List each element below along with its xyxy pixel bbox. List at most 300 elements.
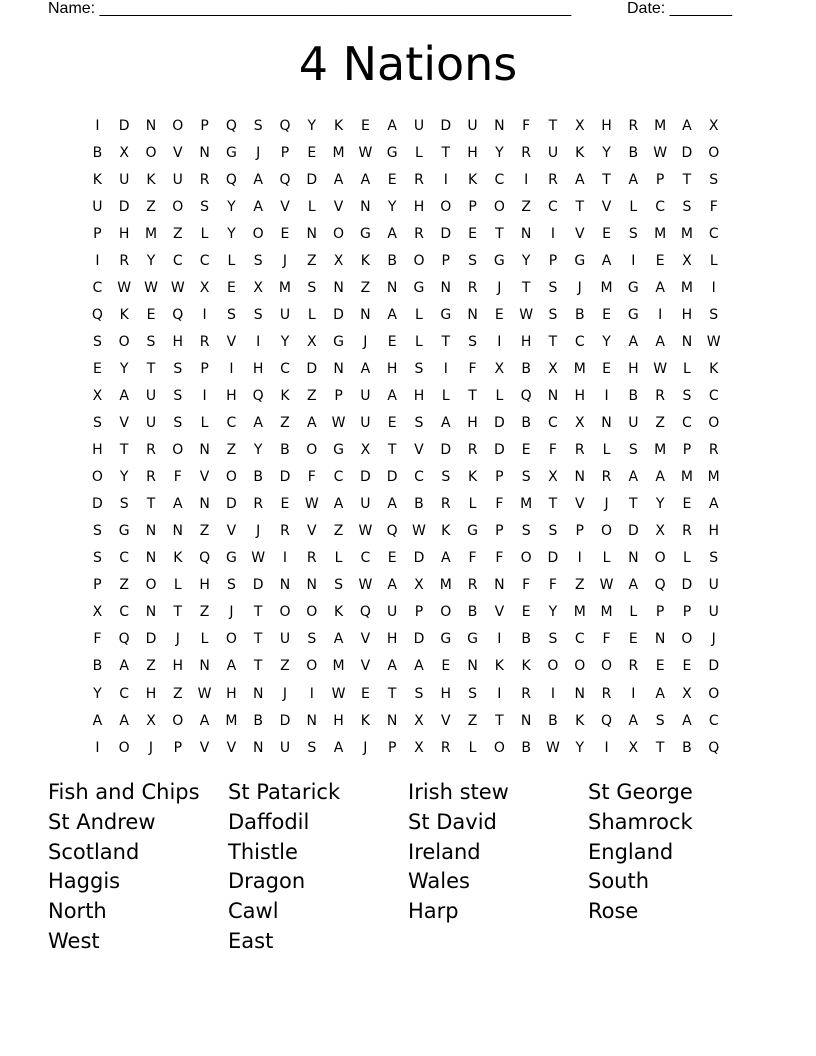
grid-letter: I [202, 387, 207, 404]
grid-letter: J [148, 739, 154, 756]
grid-letter: R [467, 279, 478, 296]
grid-letter: N [172, 523, 184, 540]
grid-letter: G [225, 144, 237, 161]
grid-letter: V [360, 658, 371, 675]
grid-letter: N [252, 685, 264, 702]
grid-letter: D [681, 577, 693, 594]
grid-letter: R [521, 144, 532, 161]
grid-letter: T [575, 198, 585, 215]
grid-letter: H [628, 360, 639, 377]
grid-letter: P [682, 604, 692, 621]
grid-letter: A [199, 712, 210, 729]
grid-letter: O [681, 631, 693, 648]
grid-letter: O [306, 658, 318, 675]
grid-letter: I [497, 631, 502, 648]
grid-letter: B [280, 442, 290, 459]
grid-letter: B [414, 496, 424, 513]
grid-letter: A [387, 658, 397, 675]
grid-letter: D [440, 225, 452, 242]
grid-letter: H [413, 198, 425, 215]
grid-letter: Z [467, 712, 478, 729]
grid-letter: E [146, 306, 156, 323]
grid-letter: K [333, 604, 344, 621]
grid-letter: U [708, 577, 719, 594]
grid-letter: S [307, 739, 317, 756]
grid-letter: Z [574, 577, 585, 594]
word-list-item: West [48, 928, 100, 953]
grid-letter: X [655, 523, 665, 540]
grid-letter: N [306, 712, 318, 729]
grid-letter: V [226, 523, 237, 540]
grid-letter: J [363, 739, 368, 756]
grid-letter: O [520, 550, 532, 567]
grid-letter: A [119, 387, 129, 404]
grid-letter: M [439, 577, 452, 594]
grid-letter: S [548, 523, 558, 540]
grid-letter: J [363, 333, 368, 350]
grid-letter: Q [225, 117, 237, 134]
grid-letter: U [628, 415, 639, 432]
grid-letter: Y [119, 360, 129, 377]
grid-letter: Q [172, 306, 184, 323]
grid-letter: A [628, 171, 639, 188]
grid-letter: M [600, 279, 613, 296]
grid-letter: A [226, 658, 237, 675]
grid-letter: A [440, 550, 451, 567]
grid-letter: G [333, 333, 344, 350]
grid-letter: I [604, 739, 609, 756]
grid-letter: J [711, 631, 716, 648]
grid-letter: K [92, 171, 102, 188]
grid-letter: N [386, 712, 398, 729]
grid-letter: M [573, 604, 586, 621]
grid-letter: K [494, 658, 504, 675]
grid-letter: N [279, 577, 291, 594]
grid-letter: E [307, 144, 317, 161]
grid-letter: L [200, 415, 209, 432]
grid-letter: V [574, 496, 585, 513]
grid-letter: L [415, 306, 423, 323]
grid-letter: N [601, 415, 612, 432]
grid-letter: I [524, 171, 529, 188]
grid-letter: F [173, 469, 182, 486]
grid-letter: Y [602, 144, 611, 161]
grid-letter: K [467, 171, 478, 188]
grid-letter: D [493, 415, 505, 432]
grid-letter: H [199, 577, 210, 594]
grid-letter: W [304, 496, 319, 513]
grid-letter: W [358, 577, 373, 594]
grid-letter: A [655, 279, 665, 296]
grid-letter: W [331, 415, 346, 432]
grid-letter: B [548, 712, 558, 729]
grid-letter: I [497, 333, 502, 350]
grid-letter: O [145, 144, 157, 161]
grid-letter: V [280, 198, 290, 215]
grid-letter: Q [279, 117, 291, 134]
grid-letter: R [708, 442, 719, 459]
grid-letter: F [522, 117, 531, 134]
grid-letter: A [387, 387, 397, 404]
grid-letter: A [682, 117, 692, 134]
grid-letter: J [604, 496, 609, 513]
grid-letter: C [119, 685, 130, 702]
grid-letter: S [173, 360, 183, 377]
grid-letter: S [468, 252, 477, 269]
grid-letter: S [709, 550, 719, 567]
grid-letter: R [682, 523, 692, 540]
grid-letter: T [146, 496, 156, 513]
grid-letter: T [468, 387, 477, 404]
grid-letter: S [253, 306, 263, 323]
grid-letter: C [119, 604, 130, 621]
grid-letter: G [386, 144, 398, 161]
grid-letter: H [226, 685, 237, 702]
grid-letter: P [441, 252, 450, 269]
grid-letter: N [574, 469, 585, 486]
word-list-item: Shamrock [588, 809, 693, 834]
grid-letter: Q [225, 171, 237, 188]
grid-letter: D [547, 550, 559, 567]
grid-letter: N [494, 117, 505, 134]
grid-letter: I [202, 306, 207, 323]
grid-letter: M [680, 225, 693, 242]
grid-letter: Q [279, 171, 291, 188]
grid-letter: O [172, 712, 184, 729]
date-field-label: Date: _______ [627, 0, 732, 17]
grid-letter: Y [119, 469, 129, 486]
grid-letter: V [119, 415, 129, 432]
grid-letter: B [521, 631, 531, 648]
grid-letter: P [414, 604, 424, 621]
grid-letter: I [229, 360, 234, 377]
grid-letter: E [360, 117, 370, 134]
grid-letter: O [145, 577, 157, 594]
grid-letter: S [655, 712, 665, 729]
grid-letter: R [253, 496, 264, 513]
grid-letter: D [118, 198, 130, 215]
grid-letter: T [387, 685, 397, 702]
grid-letter: H [172, 658, 184, 675]
grid-letter: A [253, 415, 263, 432]
grid-letter: X [574, 415, 585, 432]
grid-letter: A [574, 171, 585, 188]
grid-letter: I [550, 685, 556, 702]
grid-letter: S [628, 442, 638, 459]
grid-letter: R [440, 739, 451, 756]
word-list-item: Rose [588, 899, 639, 924]
grid-letter: D [225, 496, 237, 513]
grid-letter: M [225, 712, 238, 729]
grid-letter: G [493, 252, 505, 269]
grid-letter: H [118, 225, 130, 242]
grid-letter: R [521, 685, 532, 702]
grid-letter: I [631, 252, 636, 269]
grid-letter: N [252, 739, 264, 756]
grid-letter: A [655, 469, 665, 486]
grid-letter: Y [146, 252, 156, 269]
grid-letter: V [360, 631, 371, 648]
grid-letter: X [199, 279, 210, 296]
grid-letter: Q [708, 739, 720, 756]
grid-letter: R [467, 442, 478, 459]
word-list-item: South [588, 869, 650, 894]
grid-letter: Z [199, 523, 210, 540]
grid-letter: I [282, 550, 288, 567]
word-list-item: Wales [408, 869, 470, 894]
grid-letter: Z [333, 523, 344, 540]
grid-letter: A [387, 496, 397, 513]
grid-letter: S [682, 198, 692, 215]
grid-letter: Q [386, 523, 398, 540]
header [48, 0, 748, 20]
grid-letter: Z [199, 604, 210, 621]
grid-letter: P [334, 387, 343, 404]
grid-letter: I [95, 739, 100, 756]
grid-letter: S [307, 279, 317, 296]
grid-letter: E [602, 360, 611, 377]
grid-letter: A [253, 171, 263, 188]
grid-letter: U [119, 171, 130, 188]
grid-letter: S [200, 198, 210, 215]
word-list-item: Harp [408, 899, 459, 924]
grid-letter: L [307, 198, 316, 215]
grid-letter: Q [601, 712, 613, 729]
grid-letter: U [708, 604, 719, 621]
grid-letter: D [359, 469, 371, 486]
grid-letter: A [628, 577, 639, 594]
grid-letter: K [280, 387, 290, 404]
word-list-item: Dragon [228, 869, 306, 894]
grid-letter: A [655, 333, 665, 350]
grid-letter: V [494, 604, 505, 621]
grid-letter: A [333, 631, 344, 648]
word-list-item: East [228, 928, 274, 953]
grid-letter: C [708, 387, 719, 404]
grid-letter: R [119, 252, 130, 269]
grid-letter: D [627, 523, 639, 540]
grid-letter: F [307, 469, 316, 486]
grid-letter: A [682, 712, 692, 729]
grid-letter: O [493, 198, 505, 215]
grid-letter: X [414, 712, 424, 729]
grid-letter: G [225, 550, 237, 567]
grid-letter: A [173, 496, 183, 513]
grid-letter: F [468, 360, 477, 377]
word-list-item: Irish stew [408, 780, 509, 804]
grid-letter: L [307, 306, 316, 323]
grid-letter: S [548, 279, 558, 296]
word-list-item: England [588, 839, 674, 864]
grid-letter: S [226, 306, 236, 323]
grid-letter: S [146, 333, 156, 350]
grid-letter: N [199, 496, 210, 513]
grid-letter: H [386, 631, 398, 648]
grid-letter: D [681, 144, 693, 161]
grid-letter: A [306, 415, 317, 432]
grid-letter: R [414, 225, 424, 242]
grid-letter: B [387, 252, 397, 269]
grid-letter: B [253, 712, 263, 729]
grid-letter: S [334, 577, 344, 594]
grid-letter: O [413, 252, 425, 269]
grid-letter: T [548, 496, 558, 513]
grid-letter: C [119, 550, 130, 567]
grid-letter: N [360, 198, 371, 215]
grid-letter: A [601, 252, 612, 269]
grid-letter: J [497, 279, 502, 296]
grid-letter: L [602, 550, 611, 567]
grid-letter: A [414, 658, 424, 675]
grid-letter: D [306, 171, 318, 188]
grid-letter: O [547, 658, 559, 675]
grid-letter: E [387, 333, 397, 350]
grid-letter: K [146, 171, 156, 188]
grid-letter: R [467, 577, 478, 594]
grid-letter: C [172, 252, 183, 269]
grid-letter: J [229, 604, 234, 621]
grid-letter: H [681, 306, 693, 323]
grid-letter: G [440, 631, 452, 648]
word-list-item: Haggis [48, 869, 121, 894]
grid-letter: Z [306, 387, 317, 404]
grid-letter: O [601, 523, 613, 540]
grid-letter: T [119, 442, 129, 459]
grid-letter: T [146, 360, 156, 377]
grid-letter: R [306, 550, 317, 567]
grid-letter: N [494, 577, 505, 594]
grid-letter: P [468, 198, 477, 215]
grid-letter: H [440, 685, 452, 702]
word-list-item: Daffodil [228, 809, 310, 834]
grid-letter: Z [146, 198, 156, 215]
grid-letter: N [199, 144, 210, 161]
grid-letter: O [172, 198, 184, 215]
grid-letter: C [548, 415, 558, 432]
grid-letter: D [145, 631, 157, 648]
grid-letter: N [145, 550, 157, 567]
grid-letter: N [145, 117, 157, 134]
grid-letter: K [441, 523, 451, 540]
grid-letter: I [95, 117, 100, 134]
grid-letter: U [145, 415, 157, 432]
grid-letter: L [629, 198, 638, 215]
grid-letter: J [175, 631, 180, 648]
grid-letter: B [521, 360, 531, 377]
grid-letter: L [709, 252, 718, 269]
grid-letter: S [414, 360, 424, 377]
grid-letter: R [440, 496, 451, 513]
grid-letter: N [574, 685, 585, 702]
grid-letter: Z [119, 577, 129, 594]
grid-letter: A [628, 469, 639, 486]
grid-letter: M [332, 658, 345, 675]
grid-letter: E [682, 658, 692, 675]
grid-letter: G [627, 279, 639, 296]
grid-letter: C [708, 225, 719, 242]
grid-letter: Y [602, 333, 611, 350]
grid-letter: F [495, 550, 504, 567]
grid-letter: S [521, 523, 531, 540]
grid-letter: S [441, 469, 451, 486]
grid-letter: R [628, 658, 639, 675]
grid-letter: W [653, 360, 668, 377]
grid-letter: S [92, 415, 102, 432]
grid-letter: G [627, 306, 639, 323]
grid-letter: C [226, 415, 237, 432]
word-list-item: Cawl [228, 899, 279, 924]
grid-letter: Z [280, 415, 290, 432]
grid-letter: E [494, 306, 504, 323]
grid-letter: H [252, 360, 264, 377]
grid-letter: K [173, 550, 183, 567]
grid-letter: G [413, 279, 425, 296]
grid-letter: S [173, 387, 183, 404]
grid-letter: K [333, 117, 344, 134]
grid-letter: T [441, 333, 451, 350]
grid-letter: S [173, 415, 183, 432]
grid-letter: Y [655, 496, 665, 513]
grid-letter: A [333, 496, 344, 513]
grid-letter: N [681, 333, 693, 350]
grid-letter: I [256, 333, 261, 350]
grid-letter: W [197, 685, 212, 702]
grid-letter: U [467, 117, 478, 134]
grid-letter: C [199, 252, 210, 269]
grid-letter: D [440, 442, 452, 459]
grid-letter: T [253, 604, 263, 621]
grid-letter: E [280, 496, 290, 513]
grid-letter: H [467, 415, 478, 432]
grid-letter: T [253, 631, 263, 648]
grid-letter: P [655, 604, 665, 621]
grid-letter: V [199, 469, 210, 486]
grid-letter: N [547, 387, 559, 404]
grid-letter: V [199, 739, 210, 756]
name-field-label: Name: _____________________________________________________ [48, 0, 572, 17]
grid-letter: K [709, 360, 719, 377]
grid-letter: R [601, 469, 612, 486]
grid-letter: C [280, 360, 290, 377]
grid-letter: R [199, 171, 210, 188]
grid-letter: O [440, 198, 452, 215]
grid-letter: I [658, 306, 663, 323]
grid-letter: X [92, 387, 103, 404]
grid-letter: X [548, 469, 558, 486]
grid-letter: E [602, 306, 611, 323]
grid-letter: E [92, 360, 102, 377]
grid-letter: E [521, 442, 531, 459]
grid-letter: C [682, 415, 692, 432]
grid-letter: X [682, 685, 692, 702]
grid-letter: N [520, 712, 532, 729]
grid-letter: B [628, 144, 639, 161]
grid-letter: A [655, 685, 665, 702]
grid-letter: U [360, 387, 371, 404]
word-list-item: Thistle [228, 839, 298, 864]
grid-letter: T [521, 279, 531, 296]
grid-letter: B [521, 415, 531, 432]
word-list-item: North [48, 899, 107, 924]
grid-letter: J [256, 144, 261, 161]
grid-letter: O [493, 739, 505, 756]
grid-letter: A [628, 712, 639, 729]
grid-letter: S [521, 469, 531, 486]
grid-letter: X [146, 712, 156, 729]
word-list-item: St David [408, 809, 497, 834]
grid-letter: H [226, 387, 237, 404]
grid-letter: X [494, 360, 505, 377]
